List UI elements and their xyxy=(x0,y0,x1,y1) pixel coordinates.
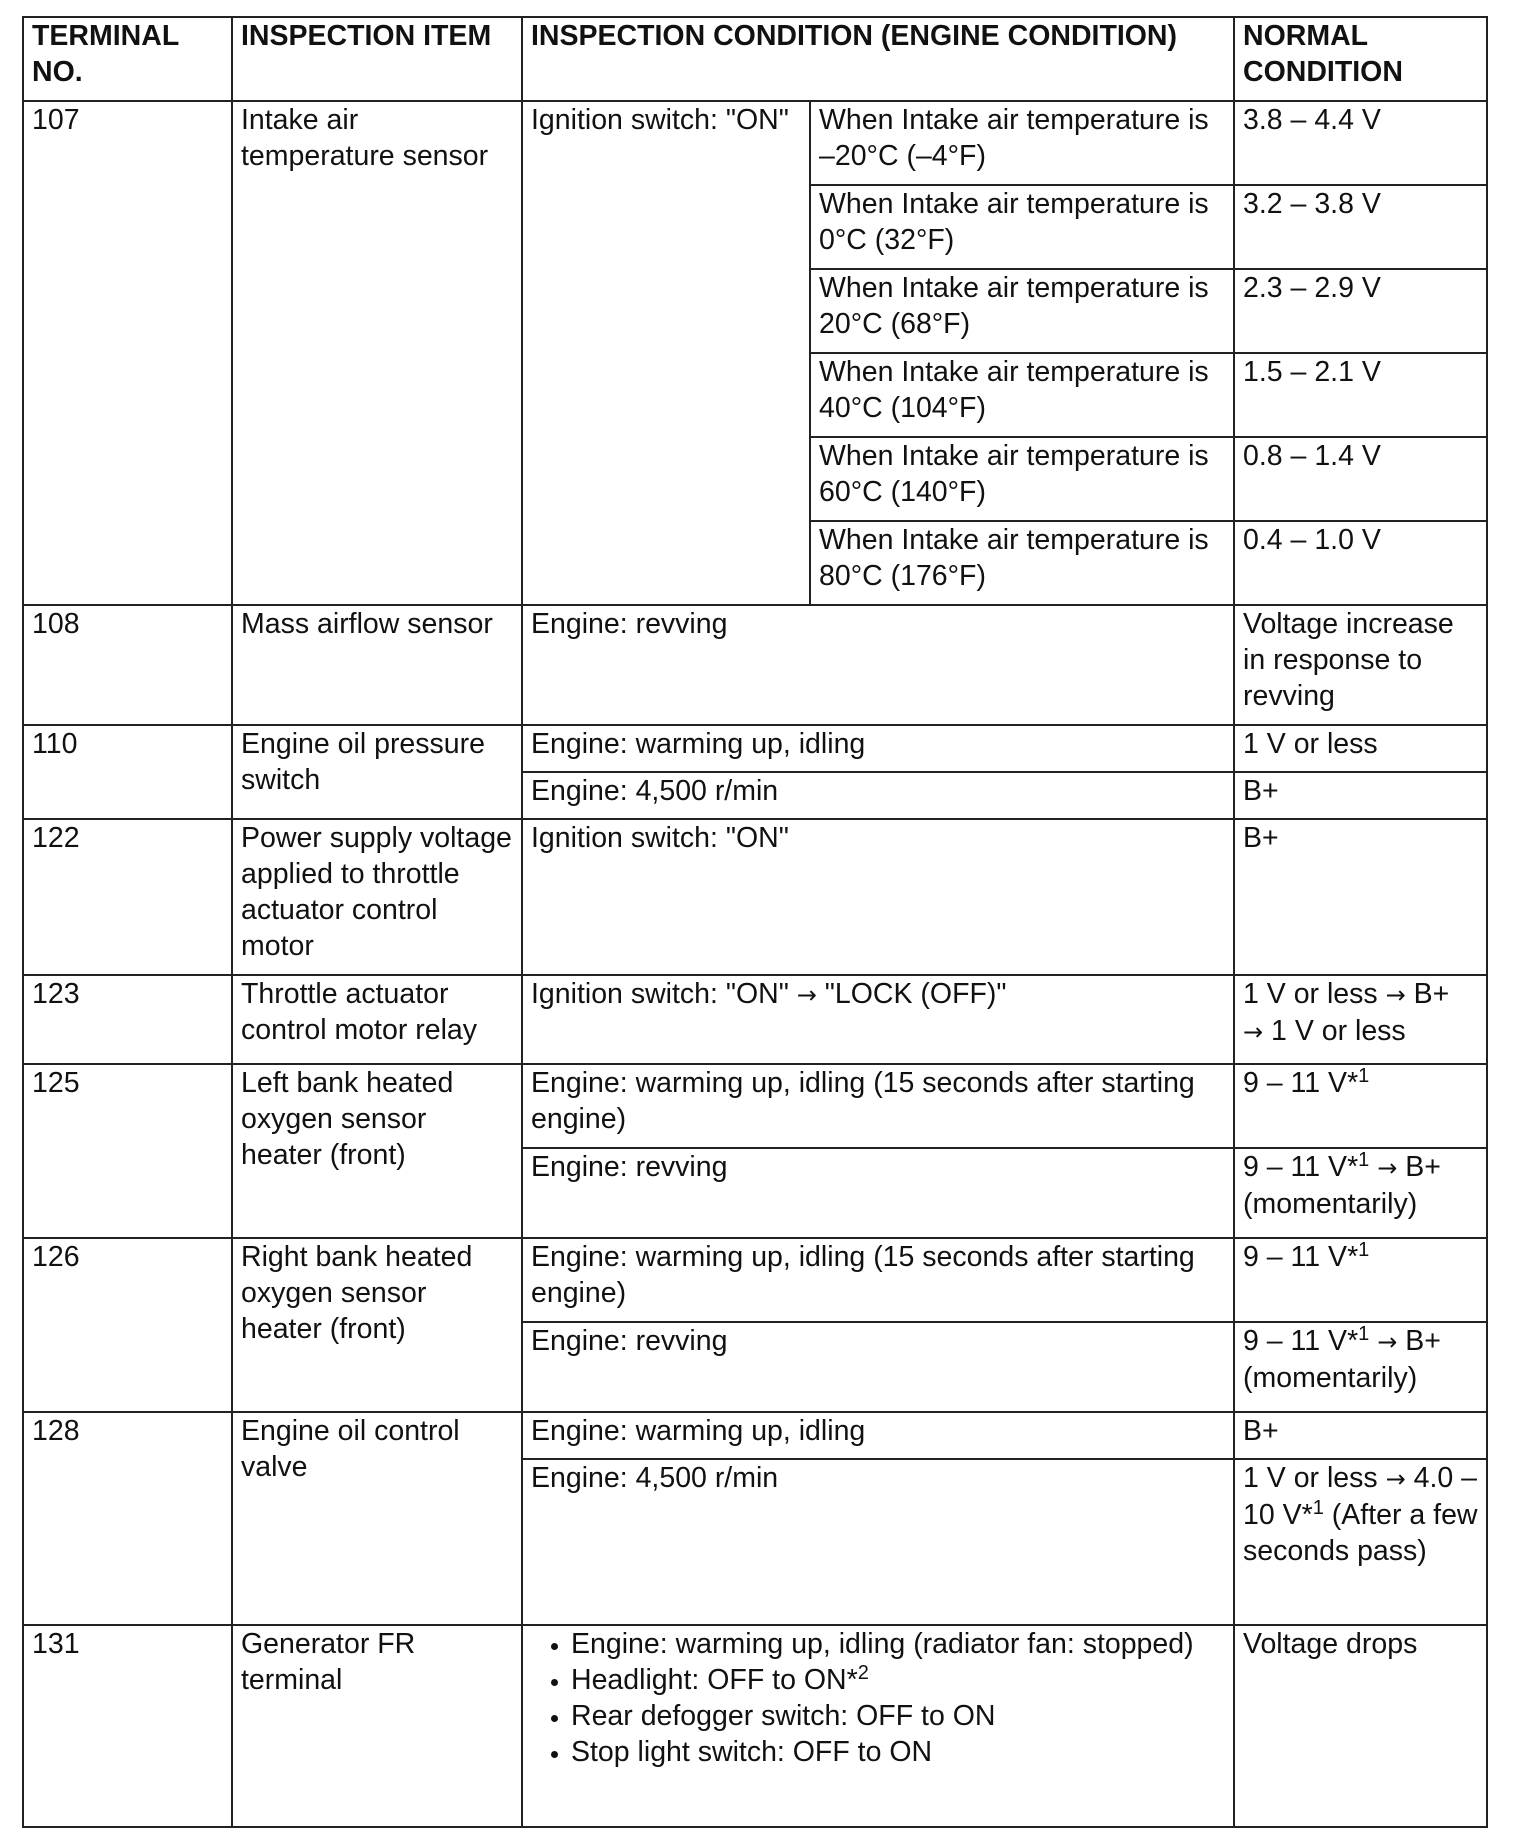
terminal-no: 131 xyxy=(23,1625,232,1827)
inspection-item: Engine oil control valve xyxy=(232,1412,522,1625)
arrow-right-icon: → xyxy=(1243,1018,1264,1046)
sub-condition: When Intake air temperature is 80°C (176°F) xyxy=(810,521,1234,605)
normal-note: (After a few seconds pass) xyxy=(1243,1499,1478,1567)
normal-condition: B+ xyxy=(1234,772,1487,819)
table-row xyxy=(23,605,1487,725)
normal-condition: B+ xyxy=(1234,819,1487,975)
inspection-condition: Engine: revving xyxy=(522,1322,1234,1412)
normal-from: 1 V or less xyxy=(1243,978,1378,1010)
inspection-condition xyxy=(522,975,1234,1064)
terminal-no: 122 xyxy=(23,819,232,975)
spec-page xyxy=(22,16,1486,1828)
terminal-no: 126 xyxy=(23,1238,232,1412)
list-item: • Stop light switch: OFF to ON xyxy=(571,1734,1225,1770)
inspection-condition xyxy=(522,1625,1234,1827)
inspection-condition: Engine: warming up, idling (15 seconds after starting engine) xyxy=(522,1064,1234,1148)
condition-to: "LOCK (OFF)" xyxy=(824,978,1007,1010)
sub-condition: When Intake air temperature is 60°C (140°F) xyxy=(810,437,1234,521)
inspection-item: Mass airflow sensor xyxy=(232,605,522,725)
normal-condition: B+ xyxy=(1234,1412,1487,1459)
condition-from: Ignition switch: "ON" xyxy=(531,978,789,1010)
footnote-mark: 1 xyxy=(1358,1239,1370,1261)
list-item: • Rear defogger switch: OFF to ON xyxy=(571,1698,1225,1734)
normal-condition: Voltage drops xyxy=(1234,1625,1487,1827)
inspection-condition: Engine: warming up, idling xyxy=(522,1412,1234,1459)
inspection-condition: Ignition switch: "ON" xyxy=(522,101,810,605)
arrow-right-icon: → xyxy=(1385,981,1406,1009)
inspection-condition: Engine: 4,500 r/min xyxy=(522,772,1234,819)
table-row xyxy=(23,1412,1487,1459)
inspection-item: Power supply voltage applied to throttle actuator control motor xyxy=(232,819,522,975)
normal-condition xyxy=(1234,975,1487,1064)
inspection-item: Generator FR terminal xyxy=(232,1625,522,1827)
arrow-right-icon: → xyxy=(796,981,817,1009)
terminal-no: 107 xyxy=(23,101,232,605)
inspection-condition: Engine: warming up, idling xyxy=(522,725,1234,772)
inspection-item: Intake air temperature sensor xyxy=(232,101,522,605)
inspection-condition: Engine: revving xyxy=(522,605,1234,725)
terminal-inspection-table xyxy=(22,16,1488,1828)
terminal-no: 110 xyxy=(23,725,232,819)
normal-condition: 0.4 – 1.0 V xyxy=(1234,521,1487,605)
inspection-item: Throttle actuator control motor relay xyxy=(232,975,522,1064)
sub-condition: When Intake air temperature is –20°C (–4°F) xyxy=(810,101,1234,185)
normal-condition: 1.5 – 2.1 V xyxy=(1234,353,1487,437)
arrow-right-icon: → xyxy=(1377,1328,1398,1356)
normal-condition: 0.8 – 1.4 V xyxy=(1234,437,1487,521)
terminal-no: 125 xyxy=(23,1064,232,1238)
inspection-condition: Engine: revving xyxy=(522,1148,1234,1238)
footnote-mark: 1 xyxy=(1312,1497,1324,1519)
header-row xyxy=(23,17,1487,101)
normal-condition: 3.8 – 4.4 V xyxy=(1234,101,1487,185)
inspection-item: Right bank heated oxygen sensor heater (front) xyxy=(232,1238,522,1412)
arrow-right-icon: → xyxy=(1385,1465,1406,1493)
normal-condition xyxy=(1234,1148,1487,1238)
normal-condition: 1 V or less xyxy=(1234,725,1487,772)
terminal-no: 123 xyxy=(23,975,232,1064)
table-row xyxy=(23,101,1487,185)
table-row xyxy=(23,819,1487,975)
normal-value: 9 – 11 V* xyxy=(1243,1151,1359,1183)
terminal-no: 108 xyxy=(23,605,232,725)
normal-condition: 3.2 – 3.8 V xyxy=(1234,185,1487,269)
inspection-condition: Engine: warming up, idling (15 seconds after starting engine) xyxy=(522,1238,1234,1322)
normal-condition xyxy=(1234,1064,1487,1148)
header-normal-condition: NORMAL CONDITION xyxy=(1234,17,1487,101)
sub-condition: When Intake air temperature is 40°C (104°F) xyxy=(810,353,1234,437)
normal-to: 1 V or less xyxy=(1271,1015,1406,1047)
arrow-right-icon: → xyxy=(1377,1154,1398,1182)
footnote-mark: 1 xyxy=(1358,1323,1370,1345)
condition-list xyxy=(531,1626,1225,1770)
normal-value-after: B+ (momentarily) xyxy=(1243,1325,1441,1394)
normal-value: 9 – 11 V* xyxy=(1243,1325,1359,1357)
footnote-mark: 2 xyxy=(857,1662,869,1684)
footnote-mark: 1 xyxy=(1358,1065,1370,1087)
inspection-condition: Ignition switch: "ON" xyxy=(522,819,1234,975)
list-item-text: Headlight: OFF to ON* xyxy=(571,1664,858,1696)
normal-condition xyxy=(1234,1238,1487,1322)
header-inspection-item: INSPECTION ITEM xyxy=(232,17,522,101)
header-inspection-condition: INSPECTION CONDITION (ENGINE CONDITION) xyxy=(522,17,1234,101)
normal-to: 4.0 – 10 V* xyxy=(1243,1462,1477,1531)
inspection-item: Engine oil pressure switch xyxy=(232,725,522,819)
table-row xyxy=(23,1064,1487,1148)
normal-from: 1 V or less xyxy=(1243,1462,1378,1494)
terminal-no: 128 xyxy=(23,1412,232,1625)
table-row xyxy=(23,1238,1487,1322)
footnote-mark: 1 xyxy=(1358,1149,1370,1171)
sub-condition: When Intake air temperature is 0°C (32°F) xyxy=(810,185,1234,269)
table-row xyxy=(23,975,1487,1064)
list-item xyxy=(571,1662,1225,1698)
header-terminal-no: TERMINAL NO. xyxy=(23,17,232,101)
normal-condition xyxy=(1234,1322,1487,1412)
inspection-item: Left bank heated oxygen sensor heater (front) xyxy=(232,1064,522,1238)
normal-mid: B+ xyxy=(1413,978,1450,1010)
sub-condition: When Intake air temperature is 20°C (68°F) xyxy=(810,269,1234,353)
table-row xyxy=(23,725,1487,772)
normal-condition: 2.3 – 2.9 V xyxy=(1234,269,1487,353)
list-item: • Engine: warming up, idling (radiator fan: stopped) xyxy=(571,1626,1225,1662)
normal-value: 9 – 11 V* xyxy=(1243,1067,1359,1099)
normal-value-after: B+ (momentarily) xyxy=(1243,1151,1441,1220)
inspection-condition: Engine: 4,500 r/min xyxy=(522,1459,1234,1625)
normal-value: 9 – 11 V* xyxy=(1243,1241,1359,1273)
normal-condition: Voltage increase in response to revving xyxy=(1234,605,1487,725)
table-row xyxy=(23,1625,1487,1827)
normal-condition xyxy=(1234,1459,1487,1625)
